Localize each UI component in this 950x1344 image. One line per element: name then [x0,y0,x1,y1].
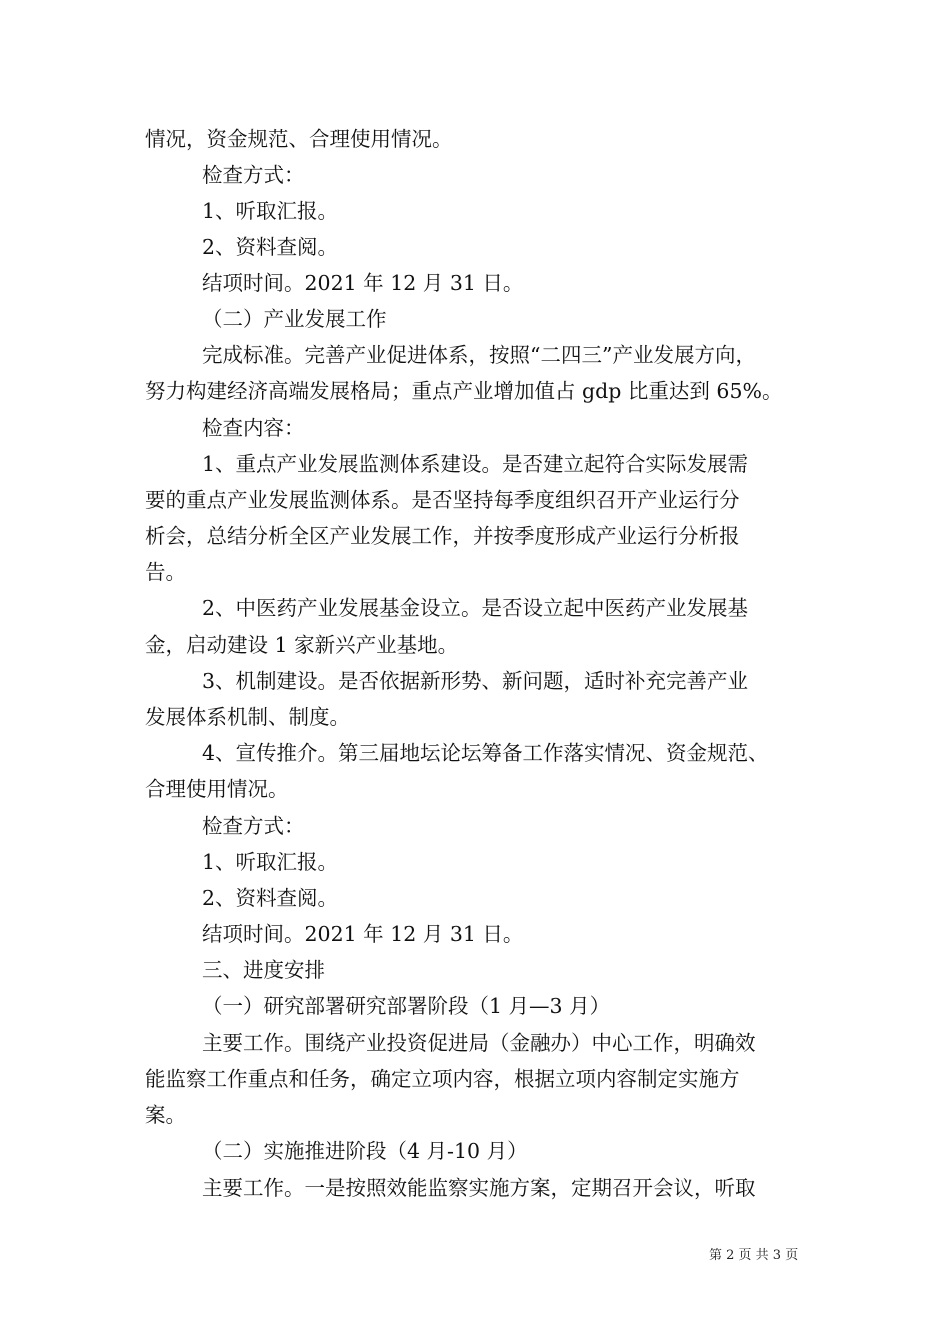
text-line: 2、资料查阅。 [202,886,339,910]
text-line: 2、中医药产业发展基金设立。是否设立起中医药产业发展基 [202,596,749,620]
text-line: 努力构建经济高端发展格局；重点产业增加值占 gdp 比重达到 65%。 [145,379,783,403]
text-line: 1、听取汇报。 [202,199,339,223]
section-heading: （一）研究部署研究部署阶段（1 月—3 月） [202,994,611,1018]
section-heading: 三、进度安排 [202,958,325,982]
text-line: 结项时间。2021 年 12 月 31 日。 [202,271,524,295]
text-line: 主要工作。围绕产业投资促进局（金融办）中心工作，明确效 [202,1031,756,1055]
text-line: 主要工作。一是按照效能监察实施方案，定期召开会议，听取 [202,1176,756,1200]
text-line: 析会，总结分析全区产业发展工作，并按季度形成产业运行分析报 [145,524,740,548]
text-line: 3、机制建设。是否依据新形势、新问题，适时补充完善产业 [202,669,749,693]
text-line: 4、宣传推介。第三届地坛论坛筹备工作落实情况、资金规范、 [202,741,769,765]
text-line: 完成标准。完善产业促进体系，按照“二四三”产业发展方向， [202,343,756,367]
text-line: 情况，资金规范、合理使用情况。 [145,127,453,151]
text-line: 合理使用情况。 [145,777,289,801]
section-heading: （二）实施推进阶段（4 月-10 月） [202,1139,528,1163]
text-line: 案。 [145,1103,186,1127]
text-line: 2、资料查阅。 [202,235,339,259]
text-line: 检查内容： [202,416,305,440]
text-line: 要的重点产业发展监测体系。是否坚持每季度组织召开产业运行分 [145,488,740,512]
text-line: 检查方式： [202,814,305,838]
text-line: 检查方式： [202,163,305,187]
text-line: 能监察工作重点和任务，确定立项内容，根据立项内容制定实施方 [145,1067,740,1091]
text-line: 1、重点产业发展监测体系建设。是否建立起符合实际发展需 [202,452,749,476]
text-line: 1、听取汇报。 [202,850,339,874]
section-heading: （二）产业发展工作 [202,307,387,331]
text-line: 发展体系机制、制度。 [145,705,350,729]
text-line: 结项时间。2021 年 12 月 31 日。 [202,922,524,946]
text-line: 金，启动建设 1 家新兴产业基地。 [145,633,459,657]
page-number: 第 2 页 共 3 页 [709,1248,799,1263]
text-line: 告。 [145,560,186,584]
